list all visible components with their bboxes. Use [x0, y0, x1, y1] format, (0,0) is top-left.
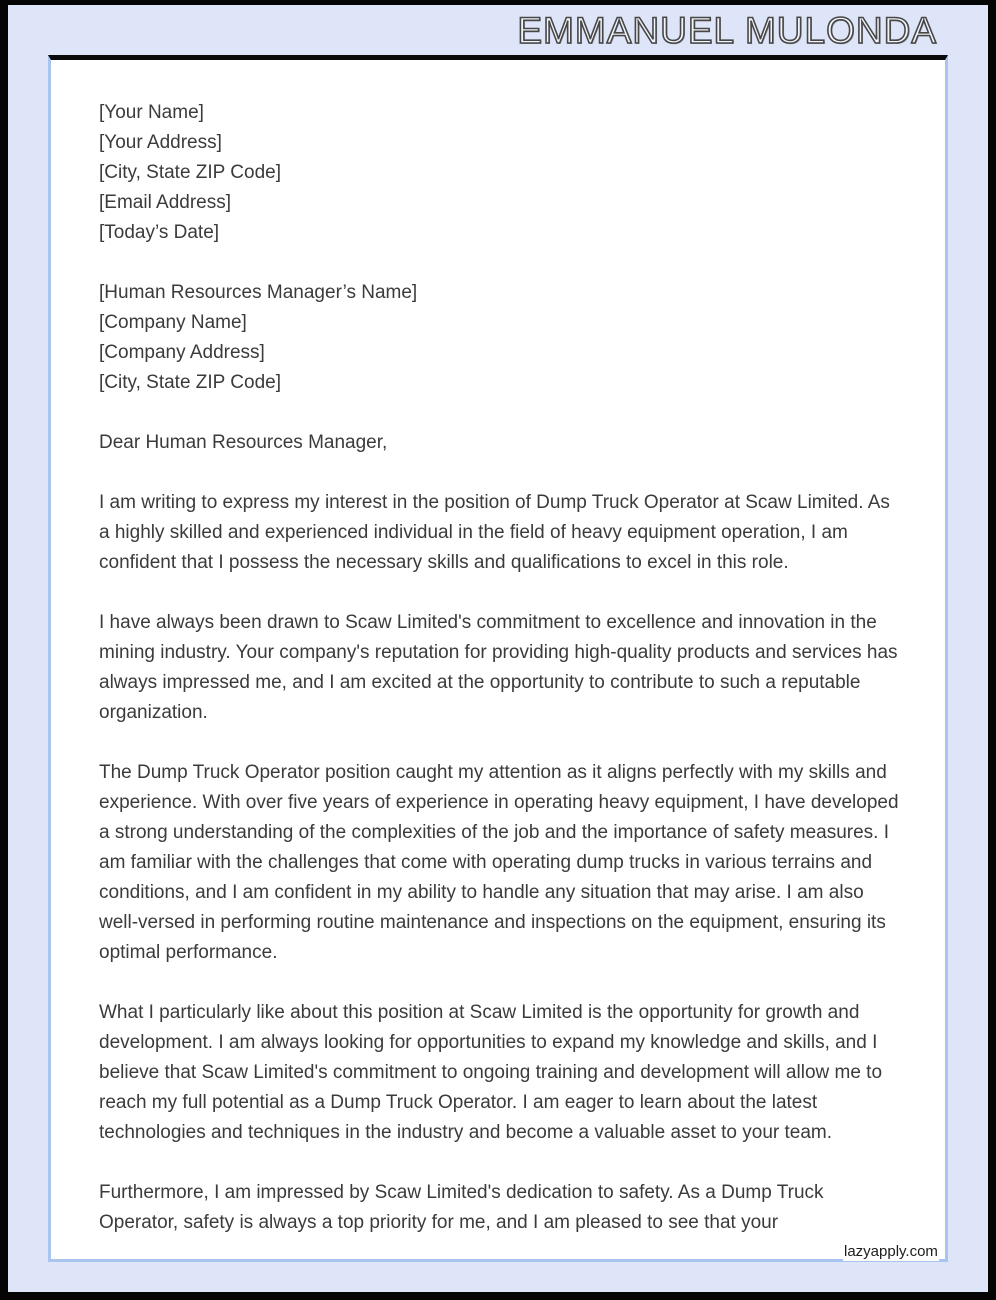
- letter-content: [99, 98, 905, 1268]
- sender-line: [Your Name]: [99, 102, 204, 123]
- recipient-block: [99, 278, 905, 398]
- recipient-line: [City, State ZIP Code]: [99, 372, 281, 393]
- sender-line: [Today’s Date]: [99, 222, 220, 243]
- body-paragraph: I have always been drawn to Scaw Limited's commitment to excellence and innovation in the mining industry. Your company's reputation for providing high-quality products and services has always impressed me, and I am excited at the opportunity to contribute to such a reputable organization.: [99, 612, 898, 723]
- body-paragraph: The Dump Truck Operator position caught my attention as it aligns perfectly with my skills and experience. With over five years of experience in operating heavy equipment, I have developed a strong understanding of the complexities of the job and the importance of safety measures. I am familiar with the challenges that come with operating dump trucks in various terrains and conditions, and I am confident in my ability to handle any situation that may arise. I am also well-versed in performing routine maintenance and inspections on the equipment, ensuring its optimal performance.: [99, 762, 899, 963]
- sender-line: [City, State ZIP Code]: [99, 162, 281, 183]
- sender-block: [99, 98, 905, 248]
- body-paragraph: Furthermore, I am impressed by Scaw Limited's dedication to safety. As a Dump Truck Operator, safety is always a top priority for me, and I am pleased to see that your: [99, 1182, 824, 1233]
- lazyapply-watermark: lazyapply.com: [844, 1243, 938, 1260]
- recipient-line: [Company Name]: [99, 312, 247, 333]
- page-title: EMMANUEL MULONDA: [517, 10, 937, 51]
- salutation: Dear Human Resources Manager,: [99, 432, 388, 453]
- sender-line: [Email Address]: [99, 192, 231, 213]
- body-paragraph: What I particularly like about this position at Scaw Limited is the opportunity for growth and development. I am always looking for opportunities to expand my knowledge and skills, and I believe that Scaw Limited's commitment to ongoing training and development will allow me to reach my full potential as a Dump Truck Operator. I am eager to learn about the latest technologies and techniques in the industry and become a valuable asset to your team.: [99, 1002, 883, 1143]
- recipient-line: [Company Address]: [99, 342, 265, 363]
- sender-line: [Your Address]: [99, 132, 222, 153]
- recipient-line: [Human Resources Manager’s Name]: [99, 282, 418, 303]
- body-paragraph: I am writing to express my interest in the position of Dump Truck Operator at Scaw Limited. As a highly skilled and experienced individual in the field of heavy equipment operation, I am confident that I possess the necessary skills and qualifications to excel in this role.: [99, 492, 890, 573]
